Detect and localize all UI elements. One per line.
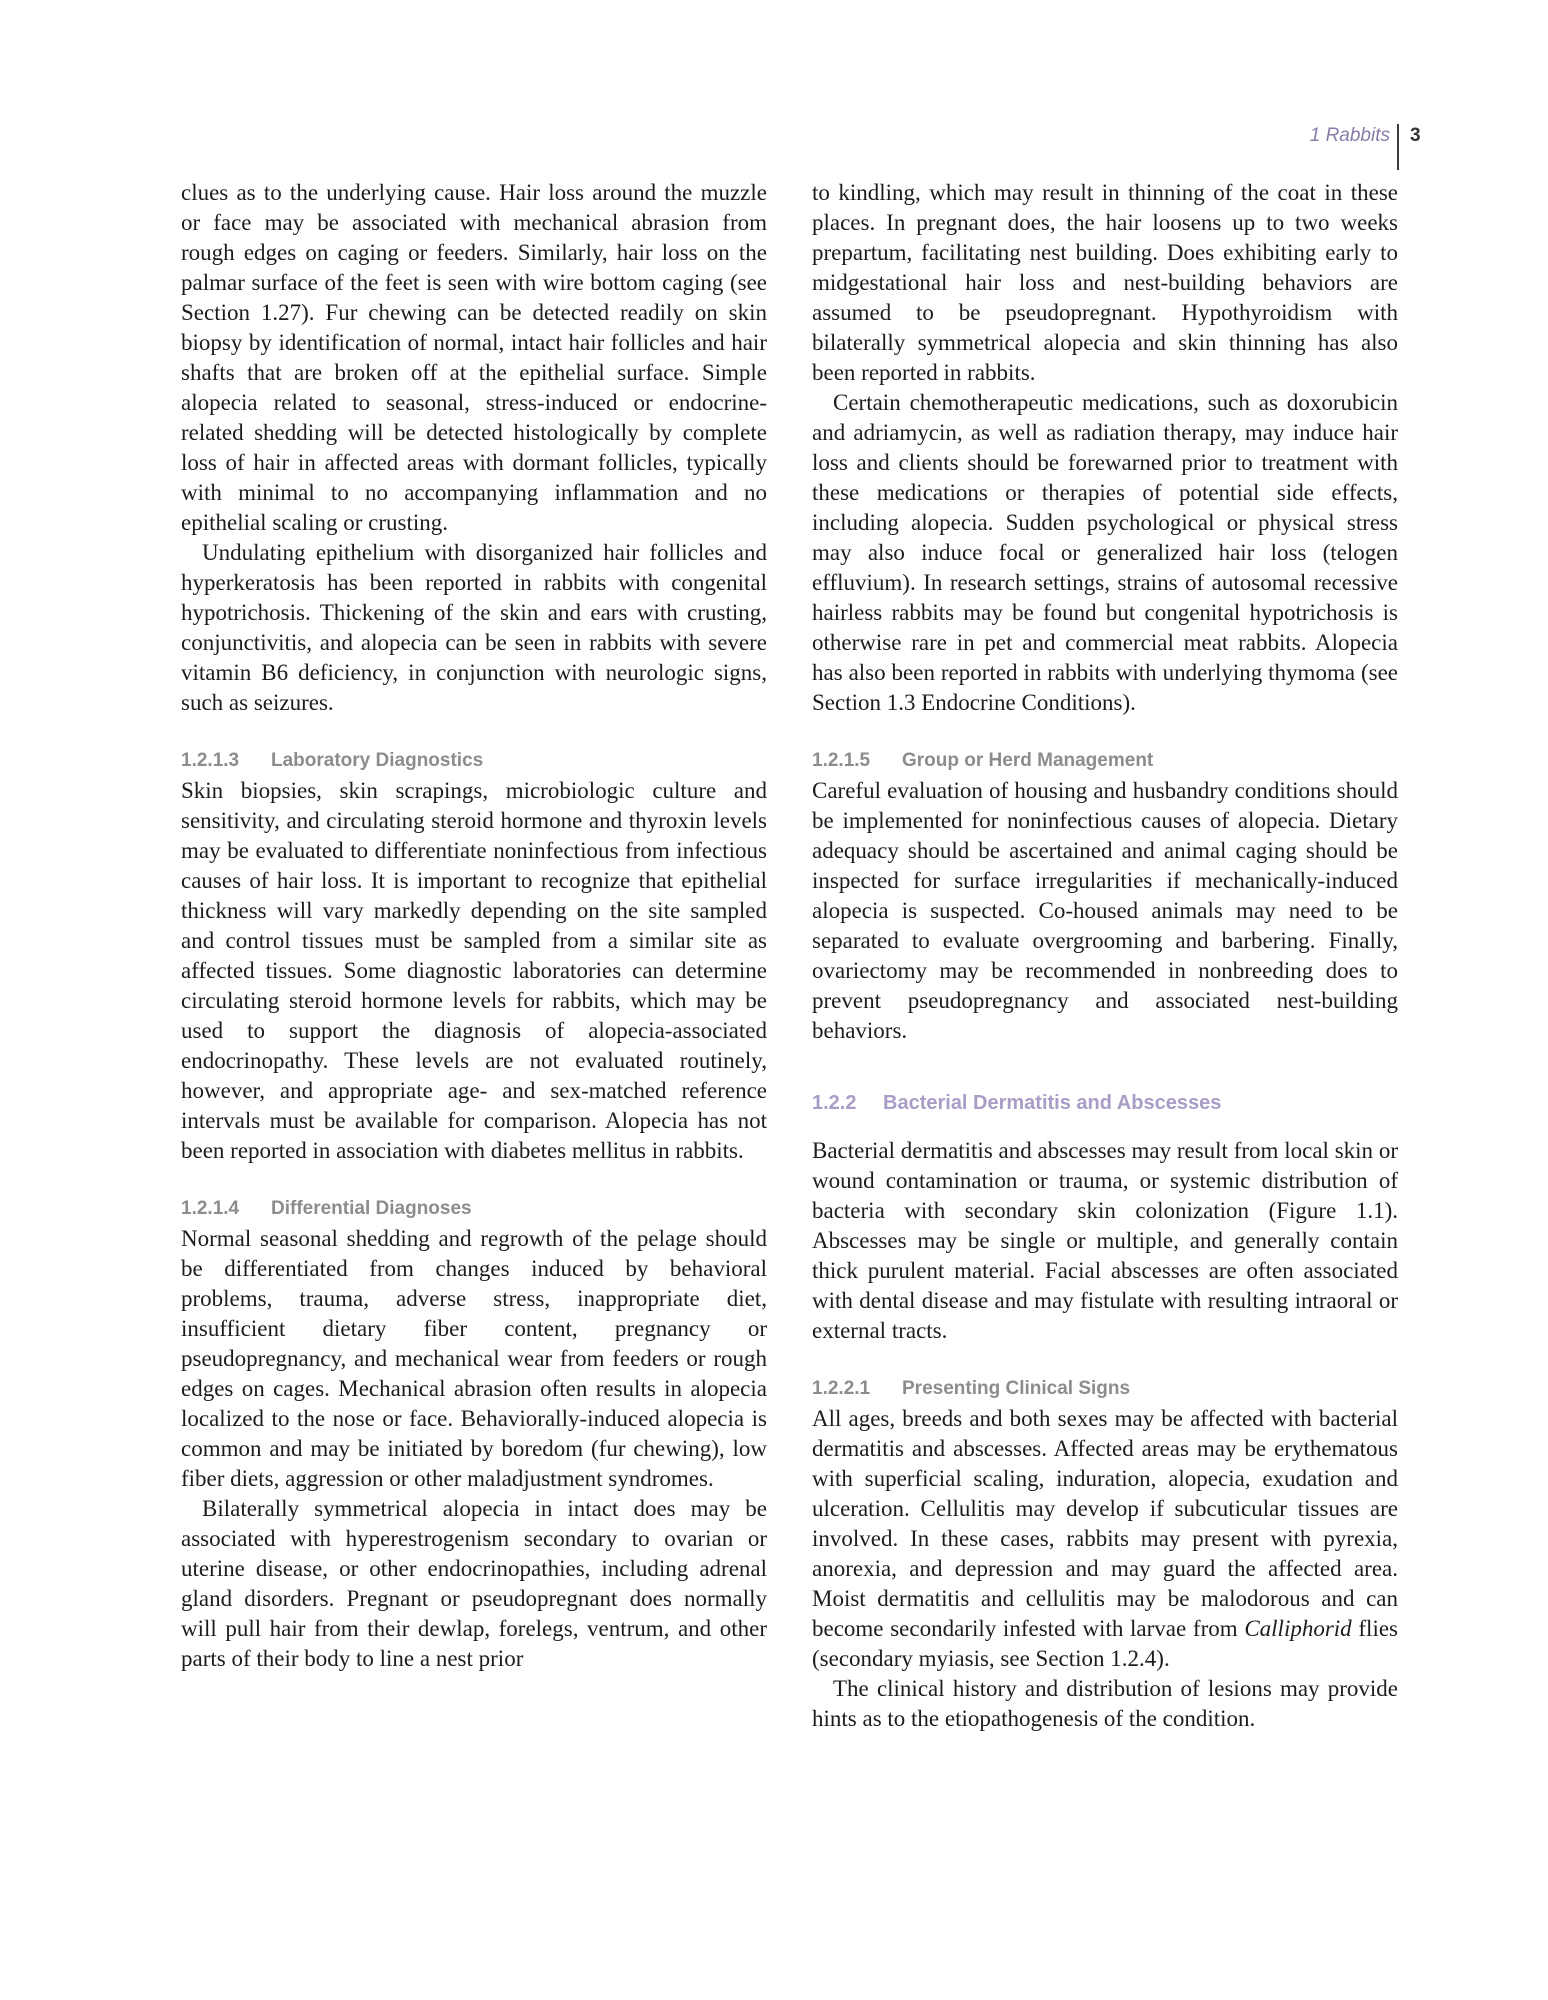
section-number: 1.2.2.1 xyxy=(812,1378,871,1399)
section-title: Differential Diagnoses xyxy=(271,1198,472,1219)
paragraph: clues as to the underlying cause. Hair loss around the muzzle or face may be associated with mechanical abrasion from rough edges on caging or feeders. Similarly, hair loss on the palmar surface of the feet is seen with wire bottom caging (see Section 1.27). Fur chewing can be detected readily on skin biopsy by identification of normal, intact hair follicles and hair shafts that are broken off at the epithelial surface. Simple alopecia related to seasonal, stress-induced or endocrine-related shedding will be detected histologically by complete loss of hair in affected areas with dormant follicles, typically with minimal to no accompanying inflammation and no epithelial scaling or crusting. xyxy=(181,180,767,535)
section-title: Bacterial Dermatitis and Abscesses xyxy=(883,1092,1222,1114)
italic-genus-name: Calliphorid xyxy=(1244,1616,1352,1641)
paragraph: Skin biopsies, skin scrapings, microbiologic culture and sensitivity, and circulating steroid hormone and thyroxin levels may be evaluated to differentiate noninfectious from infectious causes of hair loss. It is important to recognize that epithelial thickness will vary markedly depending on the site sampled and control tissues must be sampled from a similar site as affected tissues. Some diagnostic laboratories can determine circulating steroid hormone levels for rabbits, which may be used to support the diagnosis of alopecia-associated endocrinopathy. These levels are not evaluated routinely, however, and appropriate age- and sex-matched reference intervals must be available for comparison. Alopecia has not been reported in association with diabetes mellitus in rabbits. xyxy=(181,778,767,1163)
section-title: Presenting Clinical Signs xyxy=(902,1378,1131,1399)
paragraph: Bilaterally symmetrical alopecia in intact does may be associated with hyperestrogenism secondary to ovarian or uterine disease, or other endocrinopathies, including adrenal gland disorders. Pregnant or pseudopregnant does normally will pull hair from their dewlap, forelegs, ventrum, and other parts of their body to line a nest prior xyxy=(181,1496,767,1671)
section-number: 1.2.1.4 xyxy=(181,1198,240,1219)
paragraph xyxy=(812,1404,1398,1674)
section-heading-group-herd-management xyxy=(812,746,1398,776)
paragraph: to kindling, which may result in thinning of the coat in these places. In pregnant does, the hair loosens up to two weeks prepartum, facilitating nest building. Does exhibiting early to midgestational hair loss and nest-building behaviors are assumed to be pseudopregnant. Hypothyroidism with bilaterally symmetrical alopecia and skin thinning has also been reported in rabbits. xyxy=(812,180,1398,385)
page-number: 3 xyxy=(1410,125,1421,146)
section-heading-bacterial-dermatitis xyxy=(812,1088,1398,1118)
paragraph-text: All ages, breeds and both sexes may be affected with bacterial dermatitis and abscesses. Affected areas may be erythematous with superficial scaling, induration, alopecia, exudation and ulceration. Cellulitis may develop if subcuticular tissues are involved. In these cases, rabbits may present with pyrexia, anorexia, and depression and may guard the affected area. Moist dermatitis and cellulitis may be malodorous and can become secondarily infested with larvae from xyxy=(812,1406,1398,1641)
paragraph: Normal seasonal shedding and regrowth of the pelage should be differentiated from changes induced by behavioral problems, trauma, adverse stress, inappropriate diet, insufficient dietary fiber content, pregnancy or pseudopregnancy, and mechanical wear from feeders or rough edges on cages. Mechanical abrasion often results in alopecia localized to the nose or face. Behaviorally-induced alopecia is common and may be initiated by boredom (fur chewing), low fiber diets, aggression or other maladjustment syndromes. xyxy=(181,1226,767,1491)
section-number: 1.2.2 xyxy=(812,1092,857,1114)
right-column xyxy=(812,178,1398,1734)
section-heading-differential-diagnoses xyxy=(181,1194,767,1224)
paragraph: Certain chemotherapeutic medications, such as doxorubicin and adriamycin, as well as radiation therapy, may induce hair loss and clients should be forewarned prior to treatment with these medications or therapies of potential side effects, including alopecia. Sudden psychological or physical stress may also induce focal or generalized hair loss (telogen effluvium). In research settings, strains of autosomal recessive hairless rabbits may be found but congenital hypotrichosis is otherwise rare in pet and commercial meat rabbits. Alopecia has also been reported in rabbits with underlying thymoma (see Section 1.3 Endocrine Conditions). xyxy=(812,390,1398,715)
section-heading-laboratory-diagnostics xyxy=(181,746,767,776)
section-number: 1.2.1.3 xyxy=(181,750,240,771)
paragraph: Careful evaluation of housing and husbandry conditions should be implemented for noninfectious causes of alopecia. Dietary adequacy should be ascertained and animal caging should be inspected for surface irregularities if mechanically-induced alopecia is suspected. Co-housed animals may need to be separated to evaluate overgrooming and barbering. Finally, ovariectomy may be recommended in nonbreeding does to prevent pseudopregnancy and associated nest-building behaviors. xyxy=(812,778,1398,1043)
running-head-chapter: 1 Rabbits xyxy=(1309,125,1390,146)
section-heading-presenting-clinical-signs xyxy=(812,1374,1398,1404)
section-number: 1.2.1.5 xyxy=(812,750,871,771)
paragraph-text: flies (secondary myiasis, see Section 1.2.4). xyxy=(812,1616,1398,1671)
paragraph: Bacterial dermatitis and abscesses may result from local skin or wound contamination or trauma, or systemic distribution of bacteria with secondary skin colonization (Figure 1.1). Abscesses may be single or multiple, and generally contain thick purulent material. Facial abscesses are often associated with dental disease and may fistulate with resulting intraoral or external tracts. xyxy=(812,1138,1398,1343)
section-title: Group or Herd Management xyxy=(902,750,1154,771)
paragraph: The clinical history and distribution of lesions may provide hints as to the etiopathogenesis of the condition. xyxy=(812,1676,1398,1731)
running-head-divider xyxy=(1397,124,1399,170)
paragraph: Undulating epithelium with disorganized hair follicles and hyperkeratosis has been reported in rabbits with congenital hypotrichosis. Thickening of the skin and ears with crusting, conjunctivitis, and alopecia can be seen in rabbits with severe vitamin B6 deficiency, in conjunction with neurologic signs, such as seizures. xyxy=(181,540,767,715)
running-head xyxy=(1200,124,1500,172)
left-column xyxy=(181,178,767,1674)
section-title: Laboratory Diagnostics xyxy=(271,750,484,771)
